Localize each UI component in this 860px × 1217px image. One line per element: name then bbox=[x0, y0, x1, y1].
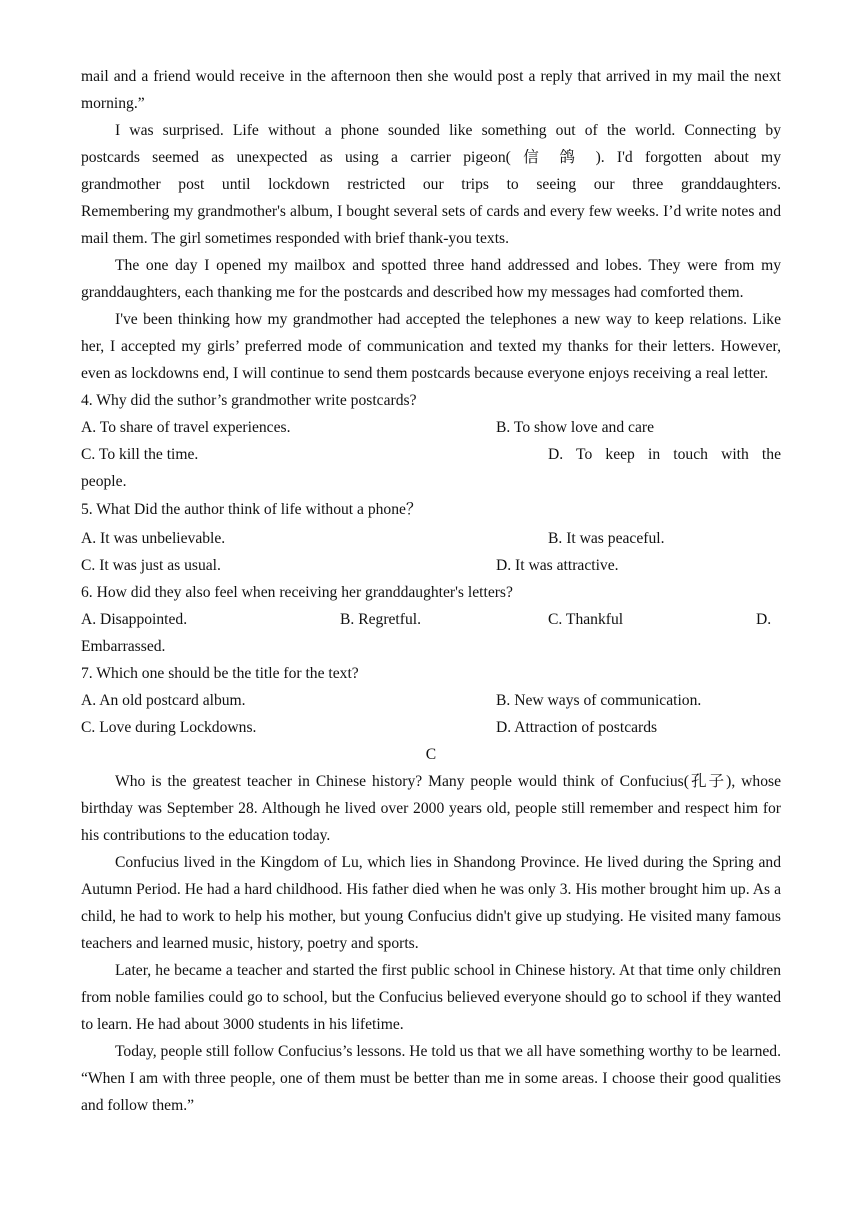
question-5-options-row-2 bbox=[81, 552, 781, 579]
passage-b-continued: mail and a friend would receive in the afternoon then she would post a reply that arrived in my mail the next morning.” bbox=[81, 68, 781, 112]
question-6-option-a: A. Disappointed. bbox=[81, 611, 188, 628]
passage-c-paragraph-3: Later, he became a teacher and started the first public school in Chinese history. At that time only children from noble families could go to school, but the Confucius believed everyone should go to school if they wanted to learn. He had about 3000 students in his lifetime. bbox=[81, 962, 781, 1033]
passage-b-paragraph-1-line-2: postcards seemed as unexpected as using a carrier pigeon( 信 鸽 ). I'd forgotten about my bbox=[81, 149, 781, 166]
question-6-option-c: C. Thankful bbox=[548, 611, 624, 628]
question-5-option-a: A. It was unbelievable. bbox=[81, 530, 226, 547]
question-6-stem: 6. How did they also feel when receiving her granddaughter's letters? bbox=[81, 584, 513, 601]
passage-b-paragraph-1-rest: Remembering my grandmother's album, I bought several sets of cards and every few weeks. I’d write notes and mail them. The girl sometimes responded with brief thank-you texts. bbox=[81, 203, 781, 247]
question-7-option-a: A. An old postcard album. bbox=[81, 692, 246, 709]
question-4-option-d-continued: people. bbox=[81, 473, 127, 490]
passage-c-heading: C bbox=[425, 746, 437, 763]
question-5-option-b: B. It was peaceful. bbox=[548, 530, 665, 547]
question-5-option-c: C. It was just as usual. bbox=[81, 557, 221, 574]
question-5-options-row-1 bbox=[81, 525, 781, 552]
passage-c-paragraph-2: Confucius lived in the Kingdom of Lu, which lies in Shandong Province. He lived during the Spring and Autumn Period. He had a hard childhood. His father died when he was only 3. His mother brought him up. As a child, he had to work to help his mother, but young Confucius didn't give up studying. He visited many famous teachers and learned music, history, poetry and sports. bbox=[81, 854, 781, 952]
question-5-stem: 5. What Did the author think of life without a phone？ bbox=[81, 501, 422, 518]
question-4-option-c: C. To kill the time. bbox=[81, 446, 199, 463]
question-4-option-b: B. To show love and care bbox=[496, 419, 654, 436]
document-page bbox=[81, 63, 781, 1119]
question-7-options-row-2 bbox=[81, 714, 781, 741]
question-7-option-d: D. Attraction of postcards bbox=[496, 719, 658, 736]
passage-b-paragraph-1-line-1: I was surprised. Life without a phone sounded like something out of the world. Connecting by bbox=[115, 122, 781, 139]
question-6-option-d-continued: Embarrassed. bbox=[81, 638, 166, 655]
question-7-option-c: C. Love during Lockdowns. bbox=[81, 719, 257, 736]
question-6-options-row bbox=[81, 606, 781, 633]
question-6-option-b: B. Regretful. bbox=[340, 611, 421, 628]
passage-b-paragraph-3: I've been thinking how my grandmother had accepted the telephones a new way to keep relations. Like her, I accepted my girls’ preferred mode of communication and texted my thanks for their letters. However, even as lockdowns end, I will continue to send them postcards because everyone enjoys receiving a real letter. bbox=[81, 311, 781, 382]
passage-c-paragraph-4: Today, people still follow Confucius’s lessons. He told us that we all have something worthy to be learned. “When I am with three people, one of them must be better than me in some areas. I choose their good qualities and follow them.” bbox=[81, 1043, 781, 1114]
question-5-option-d: D. It was attractive. bbox=[496, 557, 619, 574]
question-6-option-d: D. bbox=[756, 611, 772, 628]
passage-c-paragraph-1: Who is the greatest teacher in Chinese history? Many people would think of Confucius(孔子), whose birthday was September 28. Although he lived over 2000 years old, people still remember and respect him for his contributions to the education today. bbox=[81, 773, 781, 844]
question-4-options-row-2 bbox=[81, 441, 781, 468]
passage-b-paragraph-2: The one day I opened my mailbox and spotted three hand addressed and lobes. They were from my granddaughters, each thanking me for the postcards and described how my messages had comforted them. bbox=[81, 257, 781, 301]
question-7-stem: 7. Which one should be the title for the text? bbox=[81, 665, 359, 682]
question-4-option-d: D. To keep in touch with the bbox=[548, 446, 781, 463]
passage-b-paragraph-1-line-3: grandmother post until lockdown restricted our trips to seeing our three granddaughters. bbox=[81, 176, 781, 193]
question-7-option-b: B. New ways of communication. bbox=[496, 692, 702, 709]
question-4-option-a: A. To share of travel experiences. bbox=[81, 419, 291, 436]
question-4-options-row-1 bbox=[81, 414, 781, 441]
question-4-stem: 4. Why did the suthor’s grandmother write postcards? bbox=[81, 392, 417, 409]
question-7-options-row-1 bbox=[81, 687, 781, 714]
